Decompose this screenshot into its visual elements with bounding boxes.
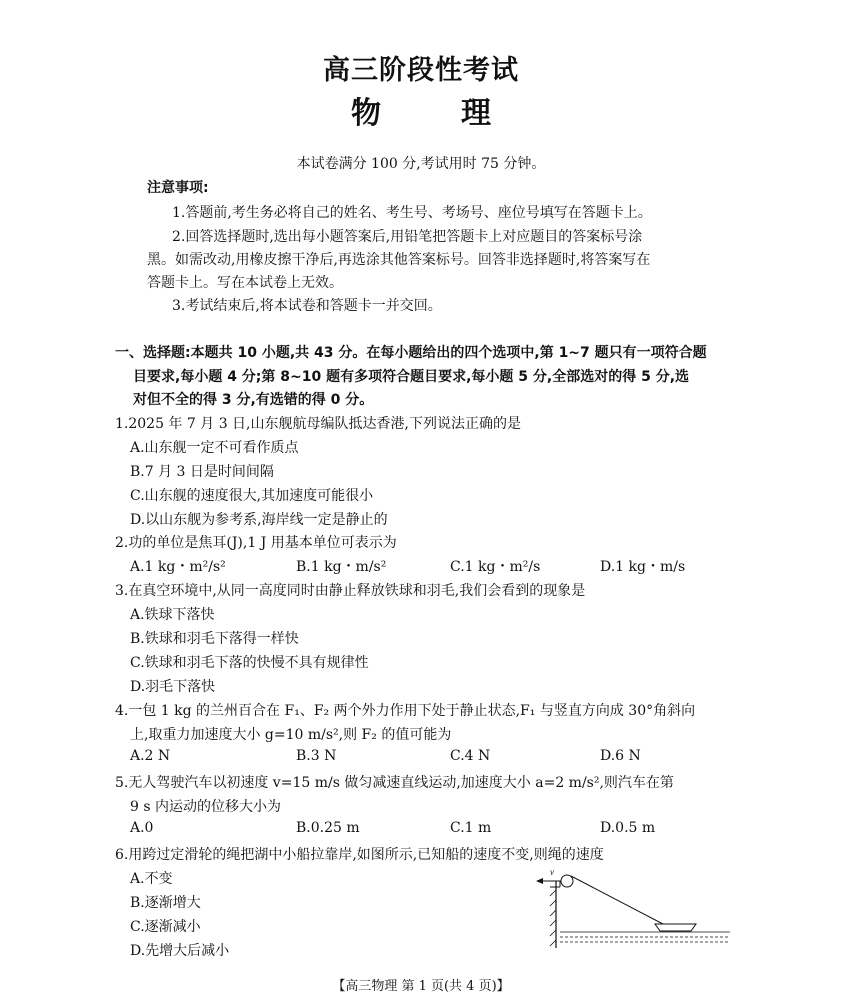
q1-stem: 1.2025 年 7 月 3 日,山东舰航母编队抵达香港,下列说法正确的是 bbox=[115, 416, 521, 432]
q5-option-d: D.0.5 m bbox=[600, 820, 656, 836]
notice-item-2: 2.回答选择题时,选出每小题答案后,用铅笔把答题卡上对应题目的答案标号涂 bbox=[172, 229, 643, 245]
subject-char-1: 物 bbox=[351, 96, 381, 131]
q4-stem-line-2: 上,取重力加速度大小 g=10 m/s²,则 F₂ 的值可能为 bbox=[130, 727, 452, 743]
notice-item-2-cont2: 答题卡上。写在本试卷上无效。 bbox=[147, 275, 343, 291]
notice-title: 注意事项: bbox=[147, 180, 209, 196]
q3-option-d: D.羽毛下落快 bbox=[130, 679, 216, 695]
section-heading-line-3: 对但不全的得 3 分,有选错的得 0 分。 bbox=[133, 392, 374, 408]
q2-option-a: A.1 kg・m²/s² bbox=[130, 559, 226, 575]
pulley bbox=[561, 875, 573, 887]
q6-option-a: A.不变 bbox=[130, 871, 173, 887]
velocity-label: v bbox=[550, 867, 554, 877]
q2-stem: 2.功的单位是焦耳(J),1 J 用基本单位可表示为 bbox=[115, 535, 397, 551]
q2-option-c: C.1 kg・m²/s bbox=[450, 559, 541, 575]
section-heading-line-1: 一、选择题:本题共 10 小题,共 43 分。在每小题给出的四个选项中,第 1~7 题只有一项符合题 bbox=[115, 345, 707, 361]
exam-note: 本试卷满分 100 分,考试用时 75 分钟。 bbox=[296, 156, 546, 172]
notice-item-2-cont: 黑。如需改动,用橡皮擦干净后,再选涂其他答案标号。回答非选择题时,将答案写在 bbox=[147, 252, 651, 268]
pulley-boat-figure bbox=[520, 860, 735, 955]
q1-option-c: C.山东舰的速度很大,其加速度可能很小 bbox=[130, 488, 374, 504]
q4-option-d: D.6 N bbox=[600, 748, 641, 764]
q5-option-b: B.0.25 m bbox=[296, 820, 360, 836]
subject-title bbox=[0, 88, 842, 132]
q3-option-a: A.铁球下落快 bbox=[130, 607, 215, 623]
page-footer: 【高三物理 第 1 页(共 4 页)】 bbox=[332, 979, 510, 994]
q1-option-b: B.7 月 3 日是时间间隔 bbox=[130, 464, 274, 480]
q5-stem-line-1: 5.无人驾驶汽车以初速度 v=15 m/s 做匀减速直线运动,加速度大小 a=2 m/s²,则汽车在第 bbox=[115, 775, 674, 791]
q2-option-d: D.1 kg・m/s bbox=[600, 559, 686, 575]
q1-option-d: D.以山东舰为参考系,海岸线一定是静止的 bbox=[130, 512, 388, 528]
q4-option-c: C.4 N bbox=[450, 748, 491, 764]
q6-option-b: B.逐渐增大 bbox=[130, 895, 201, 911]
q4-stem-line-1: 4.一包 1 kg 的兰州百合在 F₁、F₂ 两个外力作用下处于静止状态,F₁ 与竖直方向成 30°角斜向 bbox=[115, 703, 696, 719]
q6-option-d: D.先增大后减小 bbox=[130, 943, 230, 959]
q5-stem-line-2: 9 s 内运动的位移大小为 bbox=[130, 799, 281, 815]
notice-item-3: 3.考试结束后,将本试卷和答题卡一并交回。 bbox=[172, 298, 442, 314]
exam-title: 高三阶段性考试 bbox=[323, 55, 519, 86]
q3-option-c: C.铁球和羽毛下落的快慢不具有规律性 bbox=[130, 655, 369, 671]
notice-item-1: 1.答题前,考生务必将自己的姓名、考生号、考场号、座位号填写在答题卡上。 bbox=[172, 205, 652, 221]
q4-option-b: B.3 N bbox=[296, 748, 337, 764]
q1-option-a: A.山东舰一定不可看作质点 bbox=[130, 440, 299, 456]
boat bbox=[655, 924, 696, 931]
q5-option-a: A.0 bbox=[130, 820, 154, 836]
q2-option-b: B.1 kg・m/s² bbox=[296, 559, 387, 575]
q5-option-c: C.1 m bbox=[450, 820, 492, 836]
q3-stem: 3.在真空环境中,从同一高度同时由静止释放铁球和羽毛,我们会看到的现象是 bbox=[115, 583, 586, 599]
q3-option-b: B.铁球和羽毛下落得一样快 bbox=[130, 631, 299, 647]
q6-option-c: C.逐渐减小 bbox=[130, 919, 201, 935]
subject-char-2: 理 bbox=[461, 96, 491, 131]
q4-option-a: A.2 N bbox=[130, 748, 171, 764]
section-heading-line-2: 目要求,每小题 4 分;第 8~10 题有多项符合题目要求,每小题 5 分,全部选对的得 5 分,选 bbox=[133, 369, 690, 385]
rope bbox=[571, 876, 663, 924]
q6-stem: 6.用跨过定滑轮的绳把湖中小船拉靠岸,如图所示,已知船的速度不变,则绳的速度 bbox=[115, 847, 604, 863]
